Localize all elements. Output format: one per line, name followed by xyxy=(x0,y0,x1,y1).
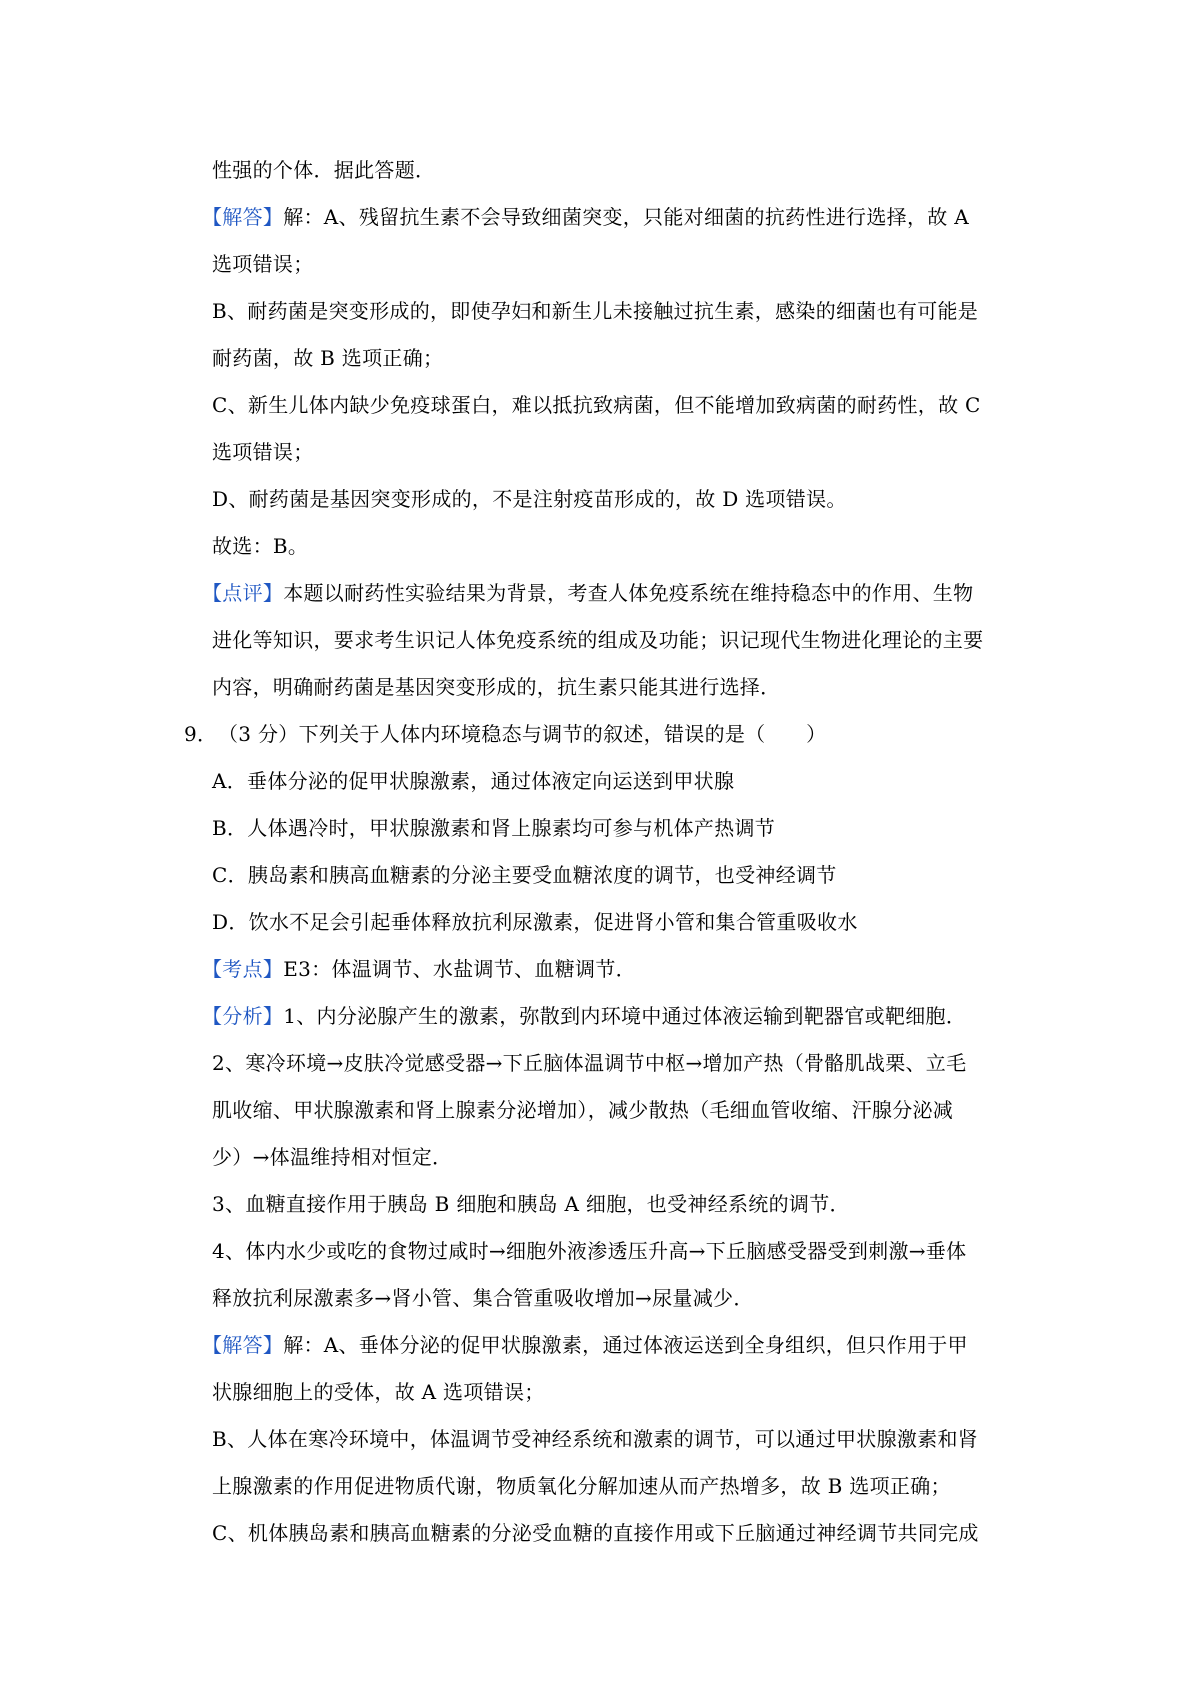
text-line: B、耐药菌是突变形成的，即使孕妇和新生儿未接触过抗生素，感染的细菌也有可能是 xyxy=(212,299,979,323)
answer-text: 解：A、残留抗生素不会导致细菌突变，只能对细菌的抗药性进行选择，故 A xyxy=(283,205,969,229)
question-stem: （3 分）下列关于人体内环境稳态与调节的叙述，错误的是（ ） xyxy=(218,722,827,746)
text-line: C、机体胰岛素和胰高血糖素的分泌受血糖的直接作用或下丘脑通过神经调节共同完成 xyxy=(212,1521,979,1545)
answer-text: 解：A、垂体分泌的促甲状腺激素，通过体液运送到全身组织，但只作用于甲 xyxy=(283,1333,968,1357)
text-line: 释放抗利尿激素多→肾小管、集合管重吸收增加→尿量减少． xyxy=(212,1286,754,1310)
analysis-tag: 【分析】 xyxy=(202,1004,284,1028)
comment-text: 本题以耐药性实验结果为背景，考查人体免疫系统在维持稳态中的作用、生物 xyxy=(283,581,974,605)
answer-tag: 【解答】 xyxy=(202,205,284,229)
answer-line xyxy=(202,1331,968,1359)
text-line: 耐药菌，故 B 选项正确； xyxy=(212,346,444,370)
text-line: 选项错误； xyxy=(212,440,314,464)
text-line: 2、寒冷环境→皮肤冷觉感受器→下丘脑体温调节中枢→增加产热（骨骼肌战栗、立毛 xyxy=(212,1051,967,1075)
knowledge-point-line xyxy=(202,955,636,983)
text-line: 选项错误； xyxy=(212,252,314,276)
text-line: 状腺细胞上的受体，故 A 选项错误； xyxy=(212,1380,545,1404)
comment-line xyxy=(202,579,973,607)
option-a: A．垂体分泌的促甲状腺激素，通过体液定向运送到甲状腺 xyxy=(212,769,735,793)
option-c: C．胰岛素和胰高血糖素的分泌主要受血糖浓度的调节，也受神经调节 xyxy=(212,863,837,887)
knowledge-point-tag: 【考点】 xyxy=(202,957,284,981)
text-line: B、人体在寒冷环境中，体温调节受神经系统和激素的调节，可以通过甲状腺激素和肾 xyxy=(212,1427,979,1451)
text-line: 内容，明确耐药菌是基因突变形成的，抗生素只能其进行选择． xyxy=(212,675,781,699)
answer-tag: 【解答】 xyxy=(202,1333,284,1357)
comment-tag: 【点评】 xyxy=(202,581,284,605)
text-line: 故选：B。 xyxy=(212,534,309,558)
text-line: 4、体内水少或吃的食物过咸时→细胞外液渗透压升高→下丘脑感受器受到刺激→垂体 xyxy=(212,1239,967,1263)
text-line: 性强的个体．据此答题． xyxy=(212,158,436,182)
text-line: 进化等知识，要求考生识记人体免疫系统的组成及功能；识记现代生物进化理论的主要 xyxy=(212,628,984,652)
option-d: D．饮水不足会引起垂体释放抗利尿激素，促进肾小管和集合管重吸收水 xyxy=(212,910,858,934)
text-line: 肌收缩、甲状腺激素和肾上腺素分泌增加），减少散热（毛细血管收缩、汗腺分泌减 xyxy=(212,1098,954,1122)
text-line: 3、血糖直接作用于胰岛 B 细胞和胰岛 A 细胞，也受神经系统的调节． xyxy=(212,1192,850,1216)
text-line: 少）→体温维持相对恒定． xyxy=(212,1145,453,1169)
text-line: 上腺激素的作用促进物质代谢，物质氧化分解加速从而产热增多，故 B 选项正确； xyxy=(212,1474,951,1498)
analysis-line xyxy=(202,1002,966,1030)
text-line: C、新生儿体内缺少免疫球蛋白，难以抵抗致病菌，但不能增加致病菌的耐药性，故 C xyxy=(212,393,981,417)
option-b: B．人体遇冷时，甲状腺激素和肾上腺素均可参与机体产热调节 xyxy=(212,816,776,840)
answer-line xyxy=(202,203,969,231)
question-number: 9． xyxy=(184,722,218,746)
text-line: D、耐药菌是基因突变形成的，不是注射疫苗形成的，故 D 选项错误。 xyxy=(212,487,847,511)
knowledge-point-text: E3：体温调节、水盐调节、血糖调节． xyxy=(283,957,636,981)
analysis-text: 1、内分泌腺产生的激素，弥散到内环境中通过体液运输到靶器官或靶细胞． xyxy=(283,1004,967,1028)
